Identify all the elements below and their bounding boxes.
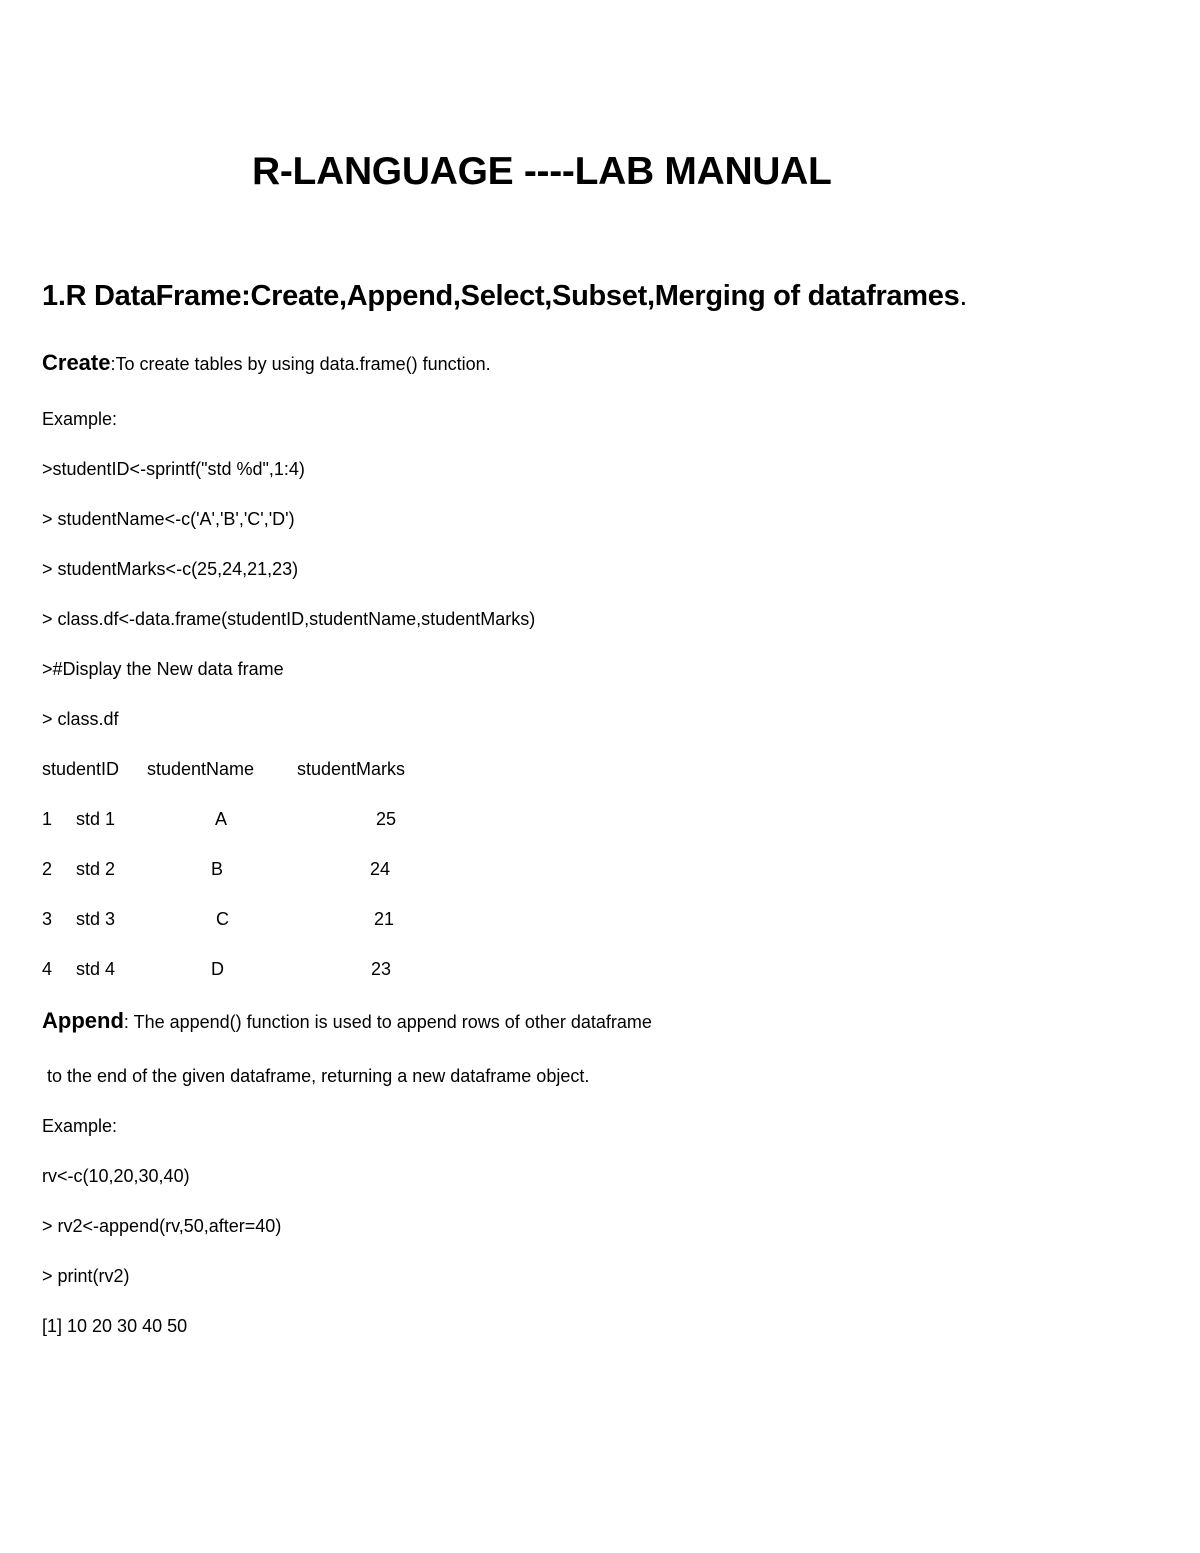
column-header: studentMarks bbox=[297, 759, 406, 779]
append-example-label: Example: bbox=[42, 1116, 118, 1136]
create-description: :To create tables by using data.frame() function. bbox=[110, 354, 491, 374]
code-line: [1] 10 20 30 40 50 bbox=[42, 1316, 188, 1336]
row-marks: 21 bbox=[374, 909, 395, 929]
row-index: 3 bbox=[42, 909, 53, 929]
row-id: std 4 bbox=[76, 959, 116, 979]
code-line: > rv2<-append(rv,50,after=40) bbox=[42, 1216, 282, 1236]
row-name: B bbox=[211, 859, 224, 879]
code-line: > class.df bbox=[42, 709, 119, 729]
section-heading-text: 1.R DataFrame:Create,Append,Select,Subset,Merging of dataframes bbox=[42, 280, 960, 312]
row-id: std 2 bbox=[76, 859, 116, 879]
code-line: > print(rv2) bbox=[42, 1266, 130, 1286]
row-marks: 25 bbox=[376, 809, 397, 829]
row-index: 2 bbox=[42, 859, 53, 879]
code-line: rv<-c(10,20,30,40) bbox=[42, 1166, 190, 1186]
row-id: std 1 bbox=[76, 809, 116, 829]
section-heading-period: . bbox=[959, 280, 968, 312]
append-description-continued: to the end of the given dataframe, returning a new dataframe object. bbox=[42, 1066, 590, 1086]
row-marks: 23 bbox=[371, 959, 392, 979]
row-name: A bbox=[215, 809, 228, 829]
append-term: Append bbox=[42, 1008, 124, 1033]
column-header: studentName bbox=[147, 759, 255, 779]
code-line: > studentName<-c('A','B','C','D') bbox=[42, 509, 295, 529]
page-title: R-LANGUAGE ----LAB MANUAL bbox=[252, 150, 832, 193]
row-marks: 24 bbox=[370, 859, 391, 879]
create-intro bbox=[42, 352, 491, 375]
create-example-label: Example: bbox=[42, 409, 118, 429]
create-term: Create bbox=[42, 350, 111, 375]
code-line: > class.df<-data.frame(studentID,studentName,studentMarks) bbox=[42, 609, 536, 629]
row-name: D bbox=[211, 959, 224, 979]
column-header: studentID bbox=[42, 759, 120, 779]
row-index: 4 bbox=[42, 959, 53, 979]
row-index: 1 bbox=[42, 809, 53, 829]
row-id: std 3 bbox=[76, 909, 116, 929]
code-line: > studentMarks<-c(25,24,21,23) bbox=[42, 559, 299, 579]
append-description: : The append() function is used to append rows of other dataframe bbox=[123, 1012, 652, 1032]
section-heading bbox=[42, 280, 967, 313]
row-name: C bbox=[216, 909, 229, 929]
code-line: >#Display the New data frame bbox=[42, 659, 284, 679]
append-intro bbox=[42, 1010, 652, 1033]
code-line: >studentID<-sprintf("std %d",1:4) bbox=[42, 459, 305, 479]
